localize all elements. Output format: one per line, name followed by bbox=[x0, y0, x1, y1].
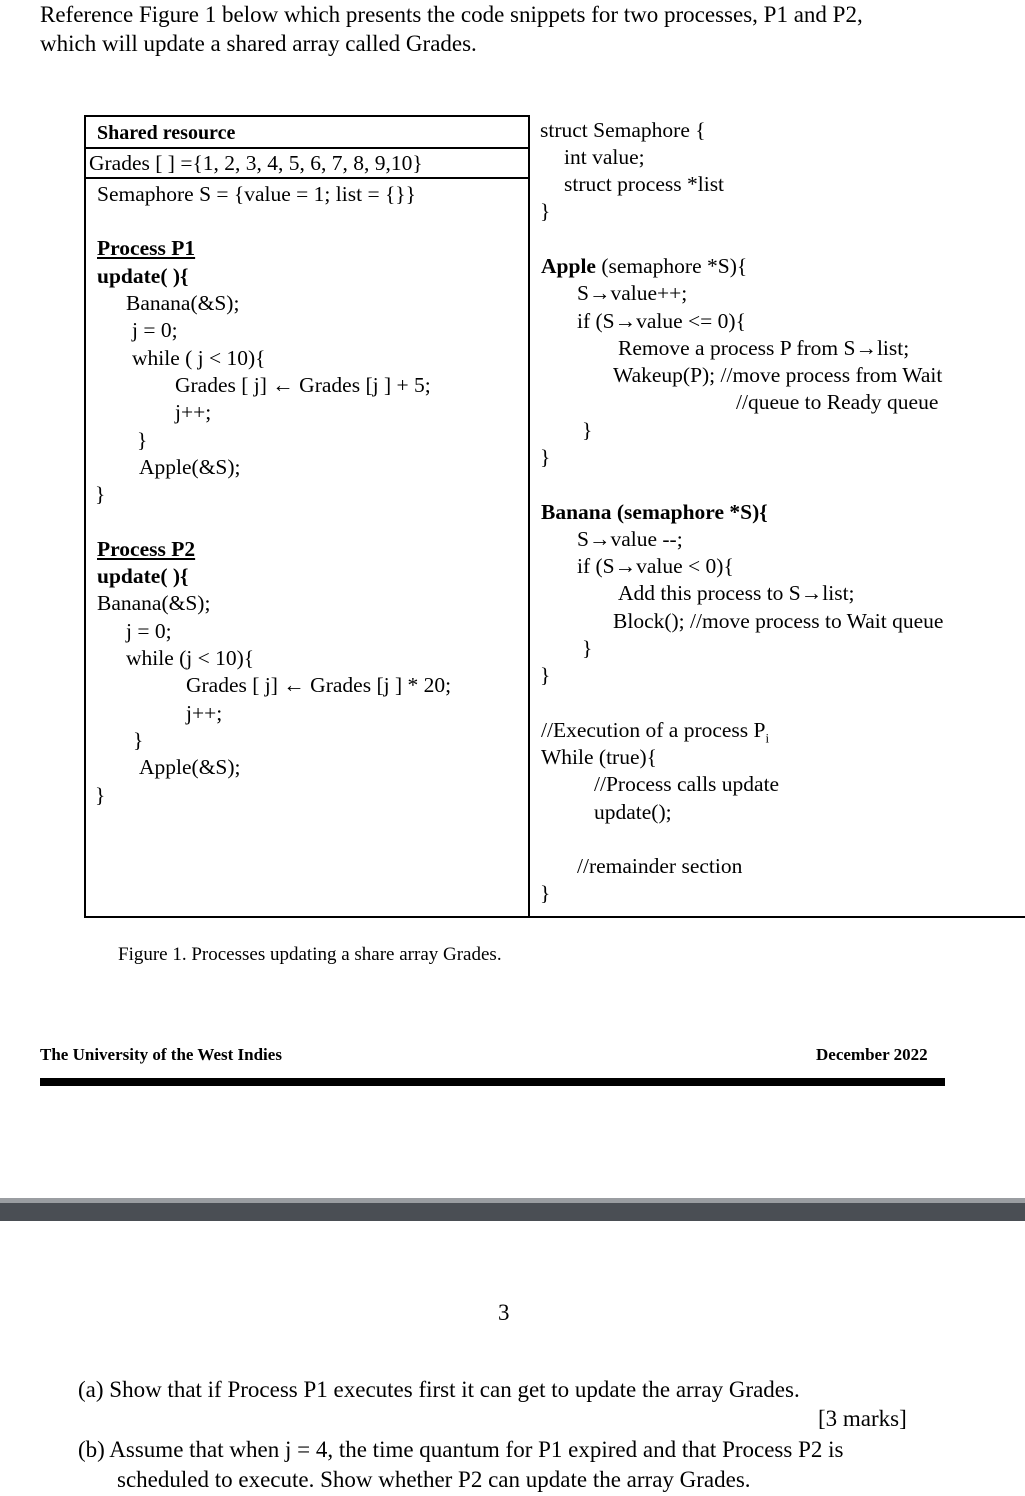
banana-l6: } bbox=[540, 663, 551, 687]
banana-l4: Block(); //move process to Wait queue bbox=[613, 609, 944, 633]
exec-l3: //Process calls update bbox=[594, 772, 780, 796]
exec-l4: update(); bbox=[594, 800, 672, 824]
p2-update: update( ){ bbox=[97, 564, 189, 588]
apple-signature bbox=[541, 254, 747, 279]
question-a-marks: [3 marks] bbox=[818, 1406, 907, 1431]
p2-apple: Apple(&S); bbox=[139, 755, 241, 779]
p2-close: } bbox=[95, 783, 106, 807]
footer-date: December 2022 bbox=[816, 1045, 928, 1064]
p1-update: update( ){ bbox=[97, 264, 189, 288]
apple-l6: } bbox=[582, 418, 593, 442]
p1-jpp: j++; bbox=[175, 400, 212, 424]
p2-close-while: } bbox=[133, 728, 144, 752]
p2-jpp: j++; bbox=[186, 701, 223, 725]
footer-rule bbox=[40, 1078, 945, 1086]
shared-divider-2 bbox=[86, 177, 529, 179]
p2-j0: j = 0; bbox=[126, 619, 172, 643]
exec-l2: While (true){ bbox=[541, 745, 657, 769]
p2-banana: Banana(&S); bbox=[97, 591, 211, 615]
intro-line-1: Reference Figure 1 below which presents the code snippets for two processes, P1 and P2, bbox=[40, 2, 863, 27]
page-gap-band bbox=[0, 1203, 1025, 1221]
semaphore-declaration: Semaphore S = {value = 1; list = {}} bbox=[97, 182, 416, 206]
question-b-line-2: scheduled to execute. Show whether P2 can update the array Grades. bbox=[117, 1467, 751, 1492]
banana-l2: if (S→value < 0){ bbox=[577, 554, 734, 578]
exec-comment: //Execution of a process P bbox=[541, 718, 766, 742]
shared-resource-header: Shared resource bbox=[97, 122, 236, 144]
apple-l4: Wakeup(P); //move process from Wait bbox=[613, 363, 943, 387]
left-top-border bbox=[84, 115, 529, 117]
p1-banana: Banana(&S); bbox=[126, 291, 240, 315]
struct-line-1: struct Semaphore { bbox=[540, 118, 706, 142]
apple-l7: } bbox=[540, 445, 551, 469]
apple-l5: //queue to Ready queue bbox=[736, 390, 939, 414]
grades-declaration: Grades [ ] ={1, 2, 3, 4, 5, 6, 7, 8, 9,10} bbox=[89, 151, 423, 175]
bottom-border bbox=[84, 916, 1025, 918]
process-p1-title: Process P1 bbox=[97, 236, 196, 260]
banana-name: Banana bbox=[541, 500, 612, 524]
exec-l6: } bbox=[540, 881, 551, 905]
apple-l2: if (S→value <= 0){ bbox=[577, 309, 746, 333]
exec-l5: //remainder section bbox=[577, 854, 743, 878]
p1-j0: j = 0; bbox=[132, 318, 178, 342]
question-a: (a) Show that if Process P1 executes first it can get to update the array Grades. bbox=[78, 1377, 800, 1402]
p2-while: while (j < 10){ bbox=[126, 646, 255, 670]
apple-name: Apple bbox=[541, 254, 596, 278]
exec-l1 bbox=[541, 718, 769, 746]
struct-line-2: int value; bbox=[564, 145, 645, 169]
footer-university: The University of the West Indies bbox=[40, 1045, 282, 1064]
banana-params: (semaphore *S){ bbox=[611, 500, 768, 524]
apple-l3: Remove a process P from S→list; bbox=[618, 336, 910, 360]
p1-while: while ( j < 10){ bbox=[132, 346, 266, 370]
exec-subscript: i bbox=[765, 730, 770, 746]
apple-params: (semaphore *S){ bbox=[595, 254, 748, 278]
banana-l5: } bbox=[582, 636, 593, 660]
question-b-line-1: (b) Assume that when j = 4, the time quantum for P1 expired and that Process P2 is bbox=[78, 1437, 844, 1462]
struct-line-4: } bbox=[540, 199, 551, 223]
p1-grades: Grades [ j] ← Grades [j ] + 5; bbox=[175, 373, 431, 397]
apple-l1: S→value++; bbox=[577, 281, 688, 305]
middle-divider bbox=[528, 115, 530, 918]
p1-close: } bbox=[95, 482, 106, 506]
process-p2-title: Process P2 bbox=[97, 537, 196, 561]
struct-line-3: struct process *list bbox=[564, 172, 725, 196]
p2-grades: Grades [ j] ← Grades [j ] * 20; bbox=[186, 673, 452, 697]
figure-caption: Figure 1. Processes updating a share array Grades. bbox=[118, 944, 502, 965]
p1-close-while: } bbox=[137, 428, 148, 452]
shared-divider-1 bbox=[86, 147, 529, 149]
page-number: 3 bbox=[498, 1300, 510, 1325]
banana-l1: S→value --; bbox=[577, 527, 683, 551]
p1-apple: Apple(&S); bbox=[139, 455, 241, 479]
intro-line-2: which will update a shared array called Grades. bbox=[40, 31, 477, 56]
banana-signature bbox=[541, 500, 768, 525]
banana-l3: Add this process to S→list; bbox=[618, 581, 855, 605]
left-border bbox=[84, 115, 86, 918]
